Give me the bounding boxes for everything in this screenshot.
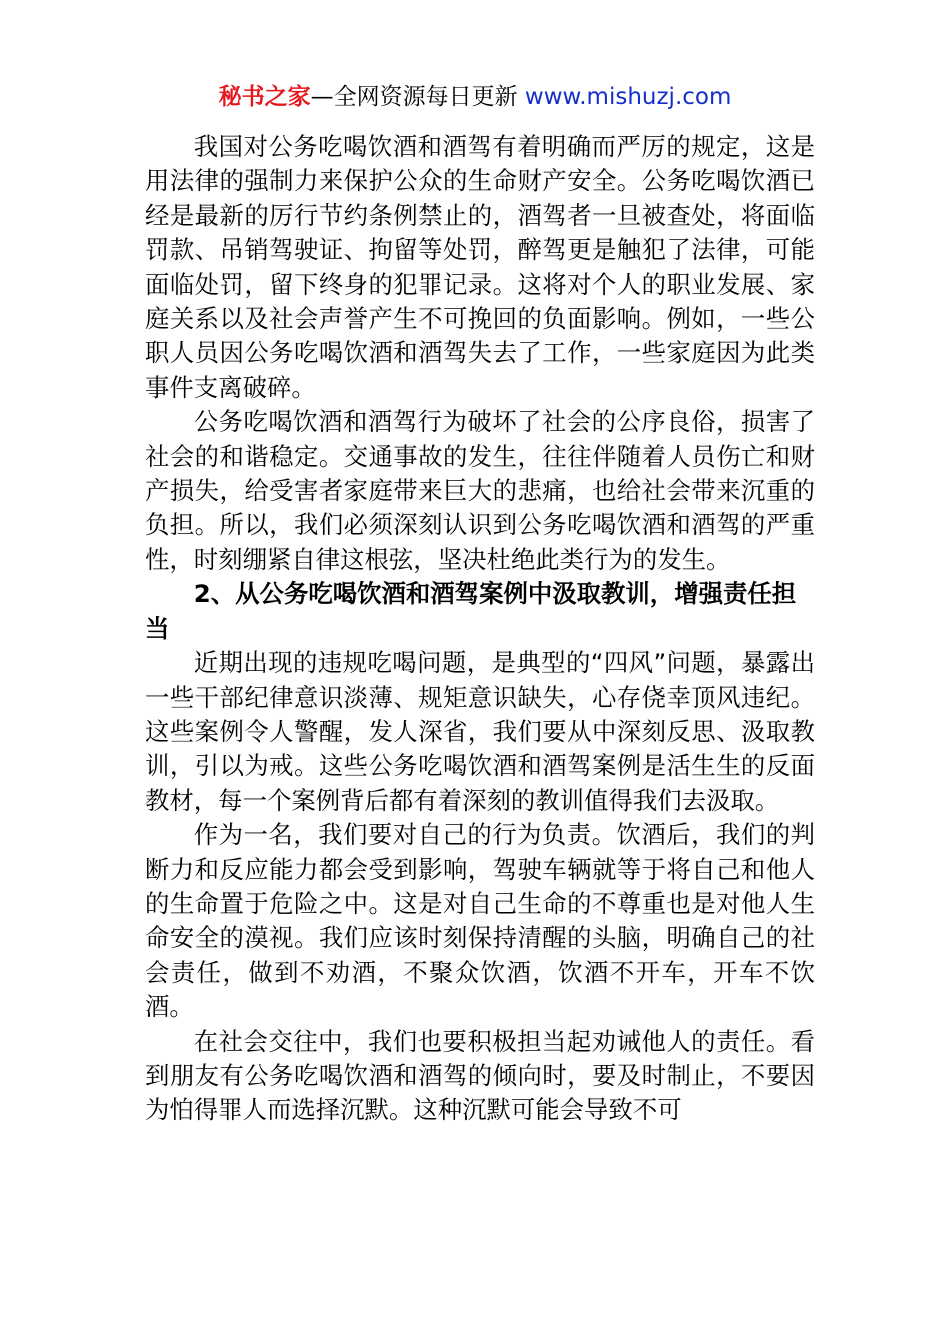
section-heading-2: 2、从公务吃喝饮酒和酒驾案例中汲取教训，增强责任担当 [145,579,797,643]
paragraph-1: 我国对公务吃喝饮酒和酒驾有着明确而严厉的规定，这是用法律的强制力来保护公众的生命财产安全。公务吃喝饮酒已经是最新的厉行节约条例禁止的，酒驾者一旦被查处，将面临罚款、吊销驾驶证、拘留等处罚，醉驾更是触犯了法律，可能面临处罚，留下终身的犯罪记录。这将对个人的职业发展、家庭关系以及社会声誉产生不可挽回的负面影响。例如，一些公职人员因公务吃喝饮酒和酒驾失去了工作，一些家庭因为此类事件支离破碎。 [145,132,815,402]
header-site-url[interactable]: www.mishuzj.com [524,84,732,110]
page-header [0,80,950,114]
paragraph-2: 公务吃喝饮酒和酒驾行为破坏了社会的公序良俗，损害了社会的和谐稳定。交通事故的发生，往往伴随着人员伤亡和财产损失，给受害者家庭带来巨大的悲痛，也给社会带来沉重的负担。所以，我们必须深刻认识到公务吃喝饮酒和酒驾的严重性，时刻绷紧自律这根弦，坚决杜绝此类行为的发生。 [145,407,815,574]
paragraph-5: 在社会交往中，我们也要积极担当起劝诫他人的责任。看到朋友有公务吃喝饮酒和酒驾的倾向时，要及时制止，不要因为怕得罪人而选择沉默。这种沉默可能会导致不可 [145,1026,815,1125]
header-tagline: —全网资源每日更新 [310,84,525,110]
document-body [145,130,815,1128]
header-brand: 秘书之家 [218,84,311,110]
paragraph-4: 作为一名，我们要对自己的行为负责。饮酒后，我们的判断力和反应能力都会受到影响，驾驶车辆就等于将自己和他人的生命置于危险之中。这是对自己生命的不尊重也是对他人生命安全的漠视。我们应该时刻保持清醒的头脑，明确自己的社会责任，做到不劝酒，不聚众饮酒，饮酒不开车，开车不饮酒。 [145,820,815,1022]
paragraph-3: 近期出现的违规吃喝问题，是典型的“四风”问题，暴露出一些干部纪律意识淡薄、规矩意识缺失，心存侥幸顶风违纪。这些案例令人警醒，发人深省，我们要从中深刻反思、汲取教训，引以为戒。这些公务吃喝饮酒和酒驾案例是活生生的反面教材，每一个案例背后都有着深刻的教训值得我们去汲取。 [145,648,815,815]
